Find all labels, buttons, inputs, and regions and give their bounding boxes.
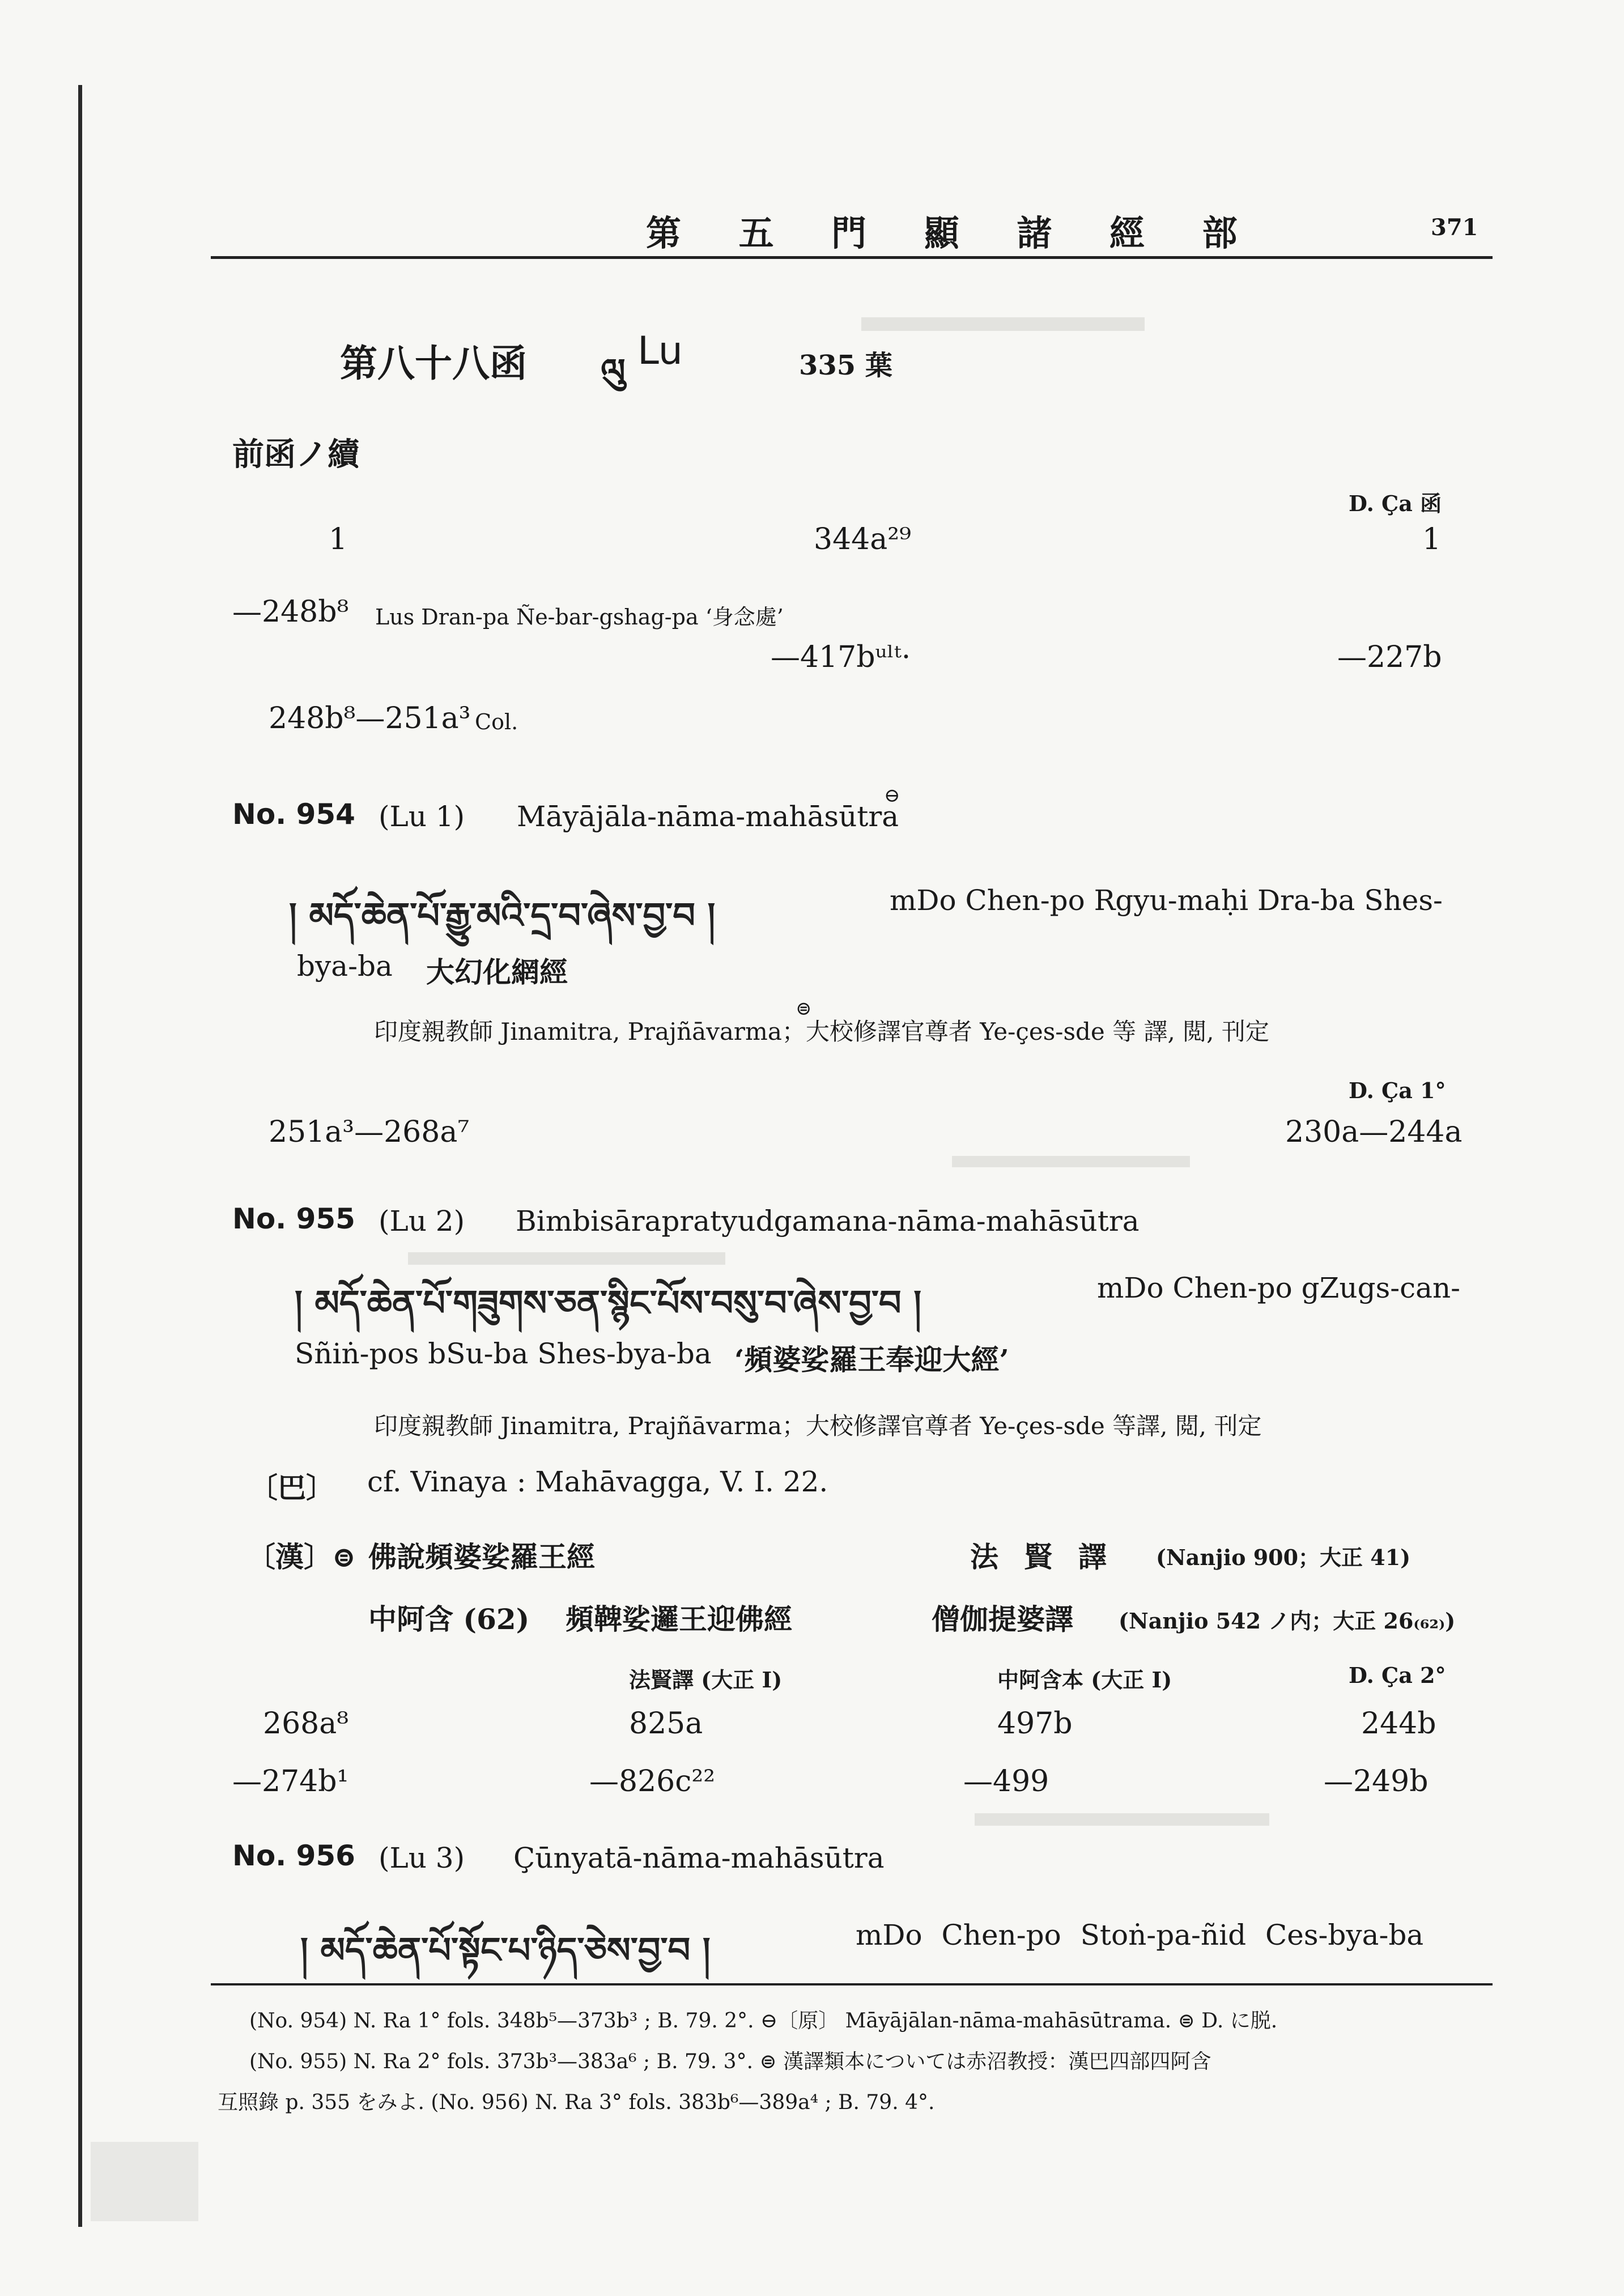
- continuation-label: 前函ノ續: [232, 436, 359, 473]
- cont-r2-text: Lus Dran-pa Ñe-bar-gshag-pa ‘身念處’: [375, 605, 784, 630]
- row2-c4: —249b: [1324, 1764, 1429, 1798]
- col-head-faxian: 法賢譯 (大正 I): [629, 1667, 783, 1693]
- section-title: 第八十八函: [340, 341, 527, 385]
- entry-954-dca: D. Ça 1°: [1349, 1078, 1446, 1103]
- cont-r4-c1: 248b⁸—251a³: [269, 701, 471, 735]
- footnote-line-2: (No. 955) N. Ra 2° fols. 373b³—383a⁶ ; B. 79. 3°. ⊜ 漢譯類本については赤沼教授：漢巴四部四阿含: [249, 2050, 1211, 2073]
- entry-956-number: No. 956: [232, 1839, 355, 1872]
- han1-translator: 法 賢 譯: [970, 1540, 1115, 1574]
- entry-956-title: Çūnyatā-nāma-mahāsūtra: [513, 1842, 885, 1874]
- entry-955-title: Bimbisārapratyudgamana-nāma-mahāsūtra: [516, 1205, 1140, 1238]
- running-header: 第 五 門 顯 諸 經 部: [646, 212, 1260, 254]
- entry-955-translators: 印度親教師 Jinamitra, Prajñāvarma；大校修譯官尊者 Ye-çes-sde 等譯, 閲, 刊定: [374, 1412, 1262, 1440]
- han1-title: 佛說頻婆娑羅王經: [368, 1540, 595, 1574]
- col-head-madhyama: 中阿含本 (大正 I): [997, 1667, 1172, 1693]
- entry-955-lu: (Lu 2): [379, 1205, 465, 1238]
- han2-title: 頻鞞娑邏王迎佛經: [566, 1602, 792, 1636]
- volume-roman: Lu: [637, 329, 683, 373]
- cont-r3-c3: —227b: [1337, 640, 1442, 674]
- row2-c2: —826c²²: [589, 1764, 716, 1798]
- row1-c3: 497b: [997, 1707, 1073, 1741]
- han1-ref: (Nanjio 900；大正 41): [1156, 1545, 1411, 1570]
- page-number: 371: [1431, 214, 1478, 241]
- entry-956-translit: mDo Chen-po Stoṅ-pa-ñid Ces-bya-ba: [856, 1919, 1424, 1951]
- cont-r1-c1: 1: [329, 522, 348, 556]
- han2-agama: 中阿含 (62): [368, 1602, 530, 1636]
- footnote-line-3: 互照錄 p. 355 をみよ. (No. 956) N. Ra 3° fols. 383b⁶—389a⁴ ; B. 79. 4°.: [218, 2091, 935, 2114]
- row1-c4: 244b: [1361, 1707, 1436, 1741]
- cont-r4-text: Col.: [475, 709, 518, 734]
- entry-954-translators: 印度親教師 Jinamitra, Prajñāvarma；大校修譯官尊者 Ye-çes-sde 等 譯, 閲, 刊定: [374, 1018, 1269, 1045]
- entry-954-range2: 230a—244a: [1285, 1115, 1463, 1149]
- han2-ref: (Nanjio 542 ノ内；大正 26₍₆₂₎): [1119, 1608, 1456, 1634]
- han2-translator: 僧伽提婆譯: [932, 1602, 1073, 1636]
- row1-c1: 268a⁸: [263, 1707, 349, 1741]
- row2-c1: —274b¹: [232, 1764, 349, 1798]
- footnote-mark-2: ⊜: [796, 997, 812, 1020]
- row1-c2: 825a: [629, 1707, 703, 1741]
- cont-r1-c3: 1: [1422, 522, 1442, 556]
- entry-955-translit: mDo Chen-po gZugs-can-: [1097, 1272, 1461, 1304]
- entry-954-lu: (Lu 1): [379, 800, 465, 833]
- entry-954-range1: 251a³—268a⁷: [269, 1115, 470, 1149]
- han-label: 〔漢〕⊜: [247, 1540, 356, 1574]
- entry-954-title: Māyājāla-nāma-mahāsūtra: [517, 800, 899, 833]
- tibetan-letter: ལུ: [601, 351, 626, 392]
- col-head-dca: D. Ça 2°: [1349, 1663, 1446, 1688]
- row2-c3: —499: [963, 1764, 1049, 1798]
- cont-r1-c2: 344a²⁹: [814, 522, 911, 556]
- cont-r3-c2: —417bᵘˡᵗ·: [771, 640, 911, 674]
- pali-label: 〔巴〕: [249, 1471, 334, 1504]
- entry-954-tibetan: ། མདོ་ཆེན་པོ་རྒྱུ་མའི་དྲ་བ་ཞེས་བྱ་བ །: [289, 895, 716, 936]
- entry-955-number: No. 955: [232, 1202, 355, 1235]
- entry-955-cn-title: ‘頻婆娑羅王奉迎大經’: [734, 1343, 1009, 1376]
- binding-edge: [78, 85, 82, 2227]
- entry-954-cn-title: 大幻化網經: [426, 955, 568, 989]
- entry-954-number: No. 954: [232, 798, 355, 831]
- footnote-mark-1: ⊖: [884, 784, 900, 807]
- entry-954-translit2: bya-ba: [297, 950, 393, 983]
- cont-r2-c1: —248b⁸: [232, 595, 349, 629]
- dca-header: D. Ça 函: [1349, 491, 1442, 516]
- header-rule: [211, 256, 1493, 259]
- entry-956-tibetan: ། མདོ་ཆེན་པོ་སྟོང་པ་ཉིད་ཅེས་བྱ་བ །: [300, 1929, 711, 1971]
- entry-954-translit: mDo Chen-po Rgyu-maḥi Dra-ba Shes-: [890, 884, 1443, 917]
- leaf-count: 335 葉: [799, 350, 892, 381]
- pali-ref: cf. Vinaya : Mahāvagga, V. I. 22.: [367, 1465, 828, 1498]
- footnote-rule: [211, 1983, 1493, 1985]
- entry-955-translit2: Sñiṅ-pos bSu-ba Shes-bya-ba: [295, 1337, 712, 1370]
- entry-956-lu: (Lu 3): [379, 1842, 465, 1874]
- entry-955-tibetan: ། མདོ་ཆེན་པོ་གཟུགས་ཅན་སྙིང་པོས་བསུ་བ་ཞེས་བྱ་བ །: [295, 1282, 921, 1324]
- footnote-line-1: (No. 954) N. Ra 1° fols. 348b⁵—373b³ ; B. 79. 2°. ⊖〔原〕 Māyājālan-nāma-mahāsūtrama. ⊜ D. に脱.: [249, 2009, 1278, 2033]
